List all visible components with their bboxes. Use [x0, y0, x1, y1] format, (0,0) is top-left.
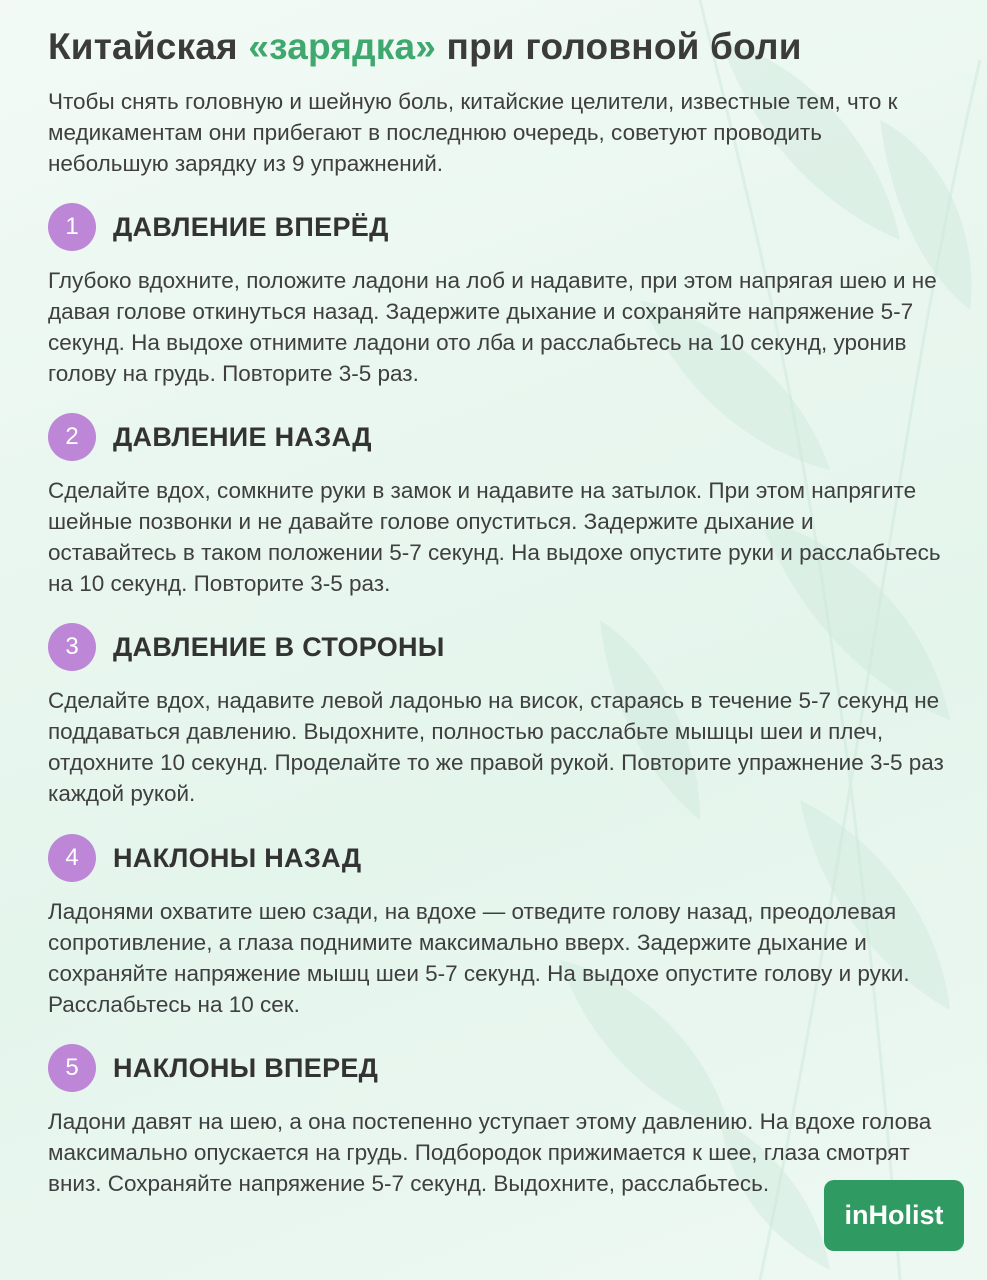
exercise-title: НАКЛОНЫ НАЗАД: [113, 842, 362, 873]
exercise-section-1: [48, 203, 948, 389]
exercise-description: Глубоко вдохните, положите ладони на лоб и надавите, при этом напрягая шею и не давая голове откинуться назад. Задержите дыхание и сохраняйте напряжение 5-7 секунд. На выдохе отнимите ладони ото лба и расслабьтесь на 10 секунд, уронив голову на грудь. Повторите 3-5 раз.: [48, 268, 937, 386]
title-text-end: при головной боли: [436, 26, 802, 67]
exercise-description: Сделайте вдох, сомкните руки в замок и надавите на затылок. При этом напрягите шейные позвонки и не давайте голове опуститься. Задержите дыхание и оставайтесь в таком положении 5-7 секунд. На выдохе опустите руки и расслабьтесь на 10 секунд. Повторите 3-5 раз.: [48, 478, 941, 596]
exercise-header: [48, 203, 948, 251]
brand-badge: inHolist: [824, 1180, 964, 1251]
exercise-description: Сделайте вдох, надавите левой ладонью на висок, стараясь в течение 5-7 секунд не поддаваться давлению. Выдохните, полностью расслабьте мышцы шеи и плеч, отдохните 10 секунд. Проделайте то же правой рукой. Повторите упражнение 3-5 раз каждой рукой.: [48, 688, 944, 806]
exercise-number-badge: 1: [48, 203, 96, 251]
exercise-section-2: [48, 413, 948, 599]
title-accent: «зарядка»: [248, 26, 437, 67]
exercise-header: [48, 413, 948, 461]
exercise-title: НАКЛОНЫ ВПЕРЕД: [113, 1052, 379, 1083]
exercise-title: ДАВЛЕНИЕ НАЗАД: [113, 421, 372, 452]
exercise-header: [48, 623, 948, 671]
exercise-section-4: [48, 834, 948, 1020]
title-text-start: Китайская: [48, 26, 249, 67]
exercise-section-3: [48, 623, 948, 809]
exercise-description: Ладонями охватите шею сзади, на вдохе — отведите голову назад, преодолевая сопротивление, а глаза поднимите максимально вверх. Задержите дыхание и сохраняйте напряжение мышц шеи 5-7 секунд. На выдохе опустите голову и руки. Расслабьтесь на 10 сек.: [48, 899, 910, 1017]
exercise-title: ДАВЛЕНИЕ ВПЕРЁД: [113, 211, 389, 242]
article: [48, 22, 948, 1196]
exercise-number-badge: 2: [48, 413, 96, 461]
exercise-title: ДАВЛЕНИЕ В СТОРОНЫ: [113, 631, 445, 662]
exercise-header: [48, 1044, 948, 1092]
exercise-header: [48, 834, 948, 882]
exercise-section-5: [48, 1044, 948, 1199]
exercise-number-badge: 5: [48, 1044, 96, 1092]
exercise-number-badge: 3: [48, 623, 96, 671]
page-title: [48, 22, 948, 72]
exercise-number-badge: 4: [48, 834, 96, 882]
intro-paragraph: Чтобы снять головную и шейную боль, китайские целители, известные тем, что к медикаментам они прибегают в последнюю очередь, советуют проводить небольшую зарядку из 9 упражнений.: [48, 89, 898, 176]
exercise-description: Ладони давят на шею, а она постепенно уступает этому давлению. На вдохе голова максимально опускается на грудь. Подбородок прижимается к шее, глаза смотрят вниз. Сохраняйте напряжение 5-7 секунд. Выдохните, расслабьтесь.: [48, 1109, 932, 1196]
